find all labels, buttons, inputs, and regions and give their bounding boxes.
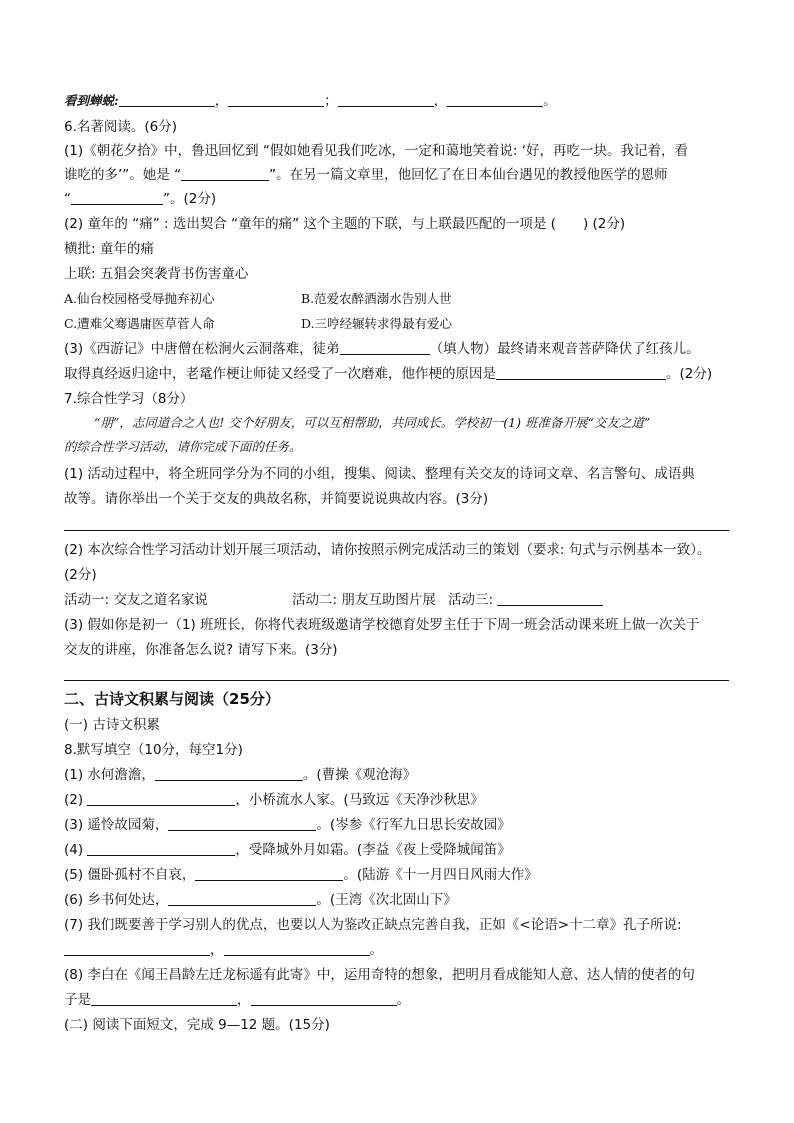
text: 谁吃的多’”。她是 “ [64,167,182,183]
top-answer-line: 看到蝉蜕: ， ； ， 。 [64,93,557,109]
text: 。 [369,942,383,958]
text: (4) [64,842,84,858]
option-c[interactable]: C.遭难父骞遇庸医草菅人命 [64,316,215,331]
text: 。(曹操《观沧海》 [302,767,417,783]
answer-blank[interactable] [168,816,316,831]
answer-blank[interactable] [87,841,235,856]
answer-blank[interactable] [224,941,370,956]
answer-blank[interactable] [497,591,603,606]
q8-line-5 [64,866,538,884]
activities-row [64,591,603,609]
text: 取得真经返归途中，老鼋作梗让师徒又经受了一次磨难，他作梗的原因是 [64,366,496,382]
q6-p1-line3 [64,190,216,208]
q7-title: 7.综合性学习（8分） [64,391,194,407]
activity-2: 活动二: 朋友互助图片展 [292,592,436,608]
text: 子是 [64,992,91,1008]
text: （填人物）最终请来观音菩萨降伏了红孩儿。 [429,341,700,357]
text: ”。在另一篇文章里，他回忆了在日本仙台遇见的教授他医学的恩师 [269,167,668,183]
q8-line-2 [64,791,484,809]
q7-intro-line1: “朋”，志同道合之人也! 交个好朋友，可以互相帮助，共同成长。学校初一(1) 班准备开展“交友之道” [94,415,651,430]
answer-blank[interactable] [181,166,269,181]
text: (3) 遥怜故园菊， [64,817,169,833]
text: 。(王湾《次北固山下》 [316,892,457,908]
q8-line-7a: (7) 我们既要善于学习别人的优点，也要以人为鉴改正缺点完善自我，正如《<论语>十二章》孔子所说: [64,917,682,933]
answer-blank[interactable] [496,365,666,380]
answer-blank[interactable] [228,92,324,107]
text: ，小桥流水人家。(马致远《天净沙秋思》 [235,792,484,808]
activity-1: 活动一: 交友之道名家说 [64,592,208,608]
q6-p2: (2) 童年的 “痛” : 选出契合 “童年的痛” 这个主题的下联，与上联最匹配的一项是 ( ) (2分) [64,216,626,232]
answer-blank[interactable] [155,766,303,781]
q6-p1-line1: (1)《朝花夕拾》中，鲁迅回忆到 “假如她看见我们吃冰，一定和蔼地笑着说: ‘好，再吃一块。我记着，看 [64,143,689,159]
section-2-sub2: (二) 阅读下面短文，完成 9—12 题。(15分) [64,1017,330,1033]
text: 。 [396,992,410,1008]
answer-blank[interactable] [195,866,343,881]
shanglian: 上联: 五猖会突袭背书伤害童心 [64,266,249,282]
text: (5) 僵卧孤村不自哀， [64,867,196,883]
text: (1) 水何澹澹， [64,767,155,783]
hengpi: 横批: 童年的痛 [64,241,154,257]
text: 。(陆游《十一月四日风雨大作》 [343,867,538,883]
options-row-2 [64,315,452,333]
text: ， [210,942,224,958]
q6-p3-line2 [64,365,712,383]
q8-line-4 [64,841,511,859]
q6-p3-line1 [64,340,700,358]
answer-blank[interactable] [91,991,237,1006]
activity-3-label: 活动三: [448,592,494,608]
answer-blank[interactable] [119,92,215,107]
q8-line-3 [64,816,511,834]
option-d[interactable]: D.三哼经辗转求得最有爱心 [301,316,453,331]
text: (2) [64,792,84,808]
q7-p3-line1: (3) 假如你是初一（1) 班班长，你将代表班级邀请学校德育处罗主任于下周一班会活动课来班上做一次关于 [64,617,700,633]
answer-blank[interactable] [71,190,163,205]
answer-blank[interactable] [340,340,430,355]
text: ，受降城外月如霜。(李益《夜上受降城闻笛》 [235,842,511,858]
q8-line-1 [64,766,416,784]
q8-title: 8.默写填空（10分，每空1分) [64,742,243,758]
text: “ [64,191,71,207]
options-row-1 [64,290,452,308]
q7-p2-line2: (2分) [64,567,97,583]
answer-rule[interactable] [64,680,729,681]
q8-line-8a: (8) 李白在《闻王昌龄左迁龙标遥有此寄》中，运用奇特的想象，把明月看成能知人意、达人情的使者的句 [64,967,695,983]
text: (6) 乡书何处达， [64,892,169,908]
answer-blank[interactable] [168,891,316,906]
prompt-label: 看到蝉蜕: [64,93,119,108]
option-b[interactable]: B.范爱农醉酒溺水告别人世 [301,291,452,306]
q7-p1-line2: 故等。请你举出一个关于交友的典故名称，并简要说说典故内容。(3分) [64,491,489,507]
q8-line-7b [64,941,383,959]
text: 。(岑参《行军九日思长安故园》 [316,817,511,833]
text: 。(2分) [666,366,713,382]
q8-line-6 [64,891,457,909]
q7-p1-line1: (1) 活动过程中，将全班同学分为不同的小组，搜集、阅读、整理有关交友的诗词文章、名言警句、成语典 [64,466,695,482]
text: ”。(2分) [163,191,217,207]
q6-title: 6.名著阅读。(6分) [64,119,178,135]
q6-p1-line2 [64,166,668,184]
q7-p2-line1: (2) 本次综合性学习活动计划开展三项活动，请你按照示例完成活动三的策划（要求: 句式与示例基本一致）。 [64,542,711,558]
answer-rule[interactable] [64,530,729,531]
answer-blank[interactable] [251,991,397,1006]
section-2-sub1: (一) 古诗文积累 [64,717,160,733]
answer-blank[interactable] [338,92,434,107]
answer-blank[interactable] [64,941,210,956]
q7-intro-line2: 的综合性学习活动，请你完成下面的任务。 [64,439,302,454]
q8-line-8b [64,991,410,1009]
section-2-title: 二、古诗文积累与阅读（25分） [64,690,280,708]
answer-blank[interactable] [87,791,235,806]
answer-blank[interactable] [447,92,543,107]
option-a[interactable]: A.仙台校园格受辱抛弃初心 [64,291,215,306]
text: ， [237,992,251,1008]
text: (3)《西游记》中唐僧在松涧火云洞落难，徒弟 [64,341,340,357]
q7-p3-line2: 交友的讲座，你准备怎么说? 请写下来。(3分) [64,642,338,658]
